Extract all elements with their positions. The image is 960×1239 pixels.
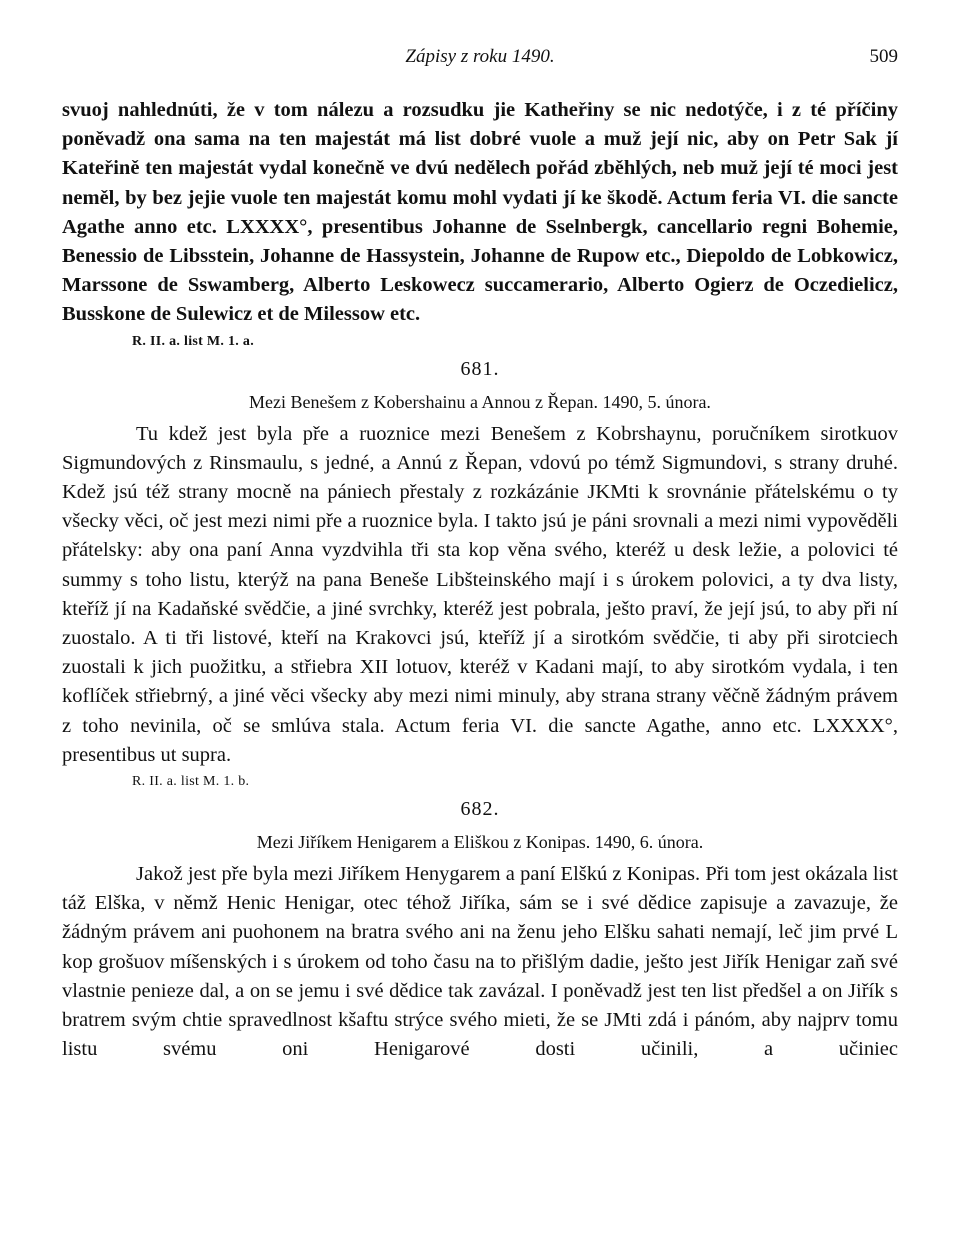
entry-text: Jakož jest pře byla mezi Jiříkem Henygarem a paní Elškú z Konipas. Při tom jest okázala list táž Elška, v němž Henic Henigar, otec téhož Jiříka, sám se i své dědice zapisuje a zavazuje, že žádným právem ani puohonem na bratra svého ani na ženu jeho Elšku sahati nemají, leč jim prvé L kop grošuov míšenských i s úrokem od toho času na to přišlým dadie, ješto jest Jiřík Henigar zaň své vlastnie penieze dal, a on se jemu i své dědice tak zavázal. I poněvadž jest ten list předšel a on Jiřík s bratrem svým chtie spravedlnost kšaftu strýce svého mieti, že se JMti zdá i pánóm, aby najprv tomu listu svému oni Henigarové dosti učinili, a učiniec [62,863,898,1061]
page-body [62,96,898,1064]
entry-source-reference: R. II. a. list M. 1. b. [132,774,250,790]
entry-681 [62,354,898,792]
intro-paragraph: svuoj nahlednúti, že v tom nálezu a rozsudku jie Katheřiny se nic nedotýče, i z té příčiny poněvadž ona sama na ten majestát má list dobré vuole a muž její nic, aby on Petr Sak jí Kateřině ten majestát vydal konečně ve dvú nedělech pořád zběhlých, neb muž její té moci jest neměl, by bez jejie vuole ten majestát komu mohl vydati jí ke škodě. Actum feria VI. die sancte Agathe anno etc. LXXXX°, presentibus Johanne de Sselnbergk, cancellario regni Bohemie, Benessio de Libsstein, Johanne de Hassystein, Johanne de Rupow etc., Diepoldo de Lobkowicz, Marssone de Sswamberg, Alberto Leskowecz succamerario, Alberto Ogierz de Oczedielicz, Busskone de Sulewicz et de Milessow etc. [62,99,898,326]
page-header [62,46,898,74]
entry-heading: Mezi Jiříkem Henigarem a Eliškou z Konipas. 1490, 6. února. [256,832,704,853]
entry-number: 681. [460,357,500,380]
entry-682 [62,794,898,1064]
entry-number: 682. [460,798,500,821]
intro-source-reference: R. II. a. list M. 1. a. [132,333,255,349]
page-number: 509 [869,46,898,67]
entry-text: Tu kdež jest byla pře a ruoznice mezi Benešem z Kobrshaynu, poručníkem sirotkuov Sigmundových z Rinsmaulu, s jedné, a Annú z Řepan, vdovú po témž Sigmundovi, s strany druhé. Kdež jsú též strany mocně na pániech přestaly z rozkázánie JKMti k srovnánie přátelskému o ty všecky věci, oč jest mezi nimi pře a ruoznice byla. I takto jsú je páni srovnali a mezi nimi vypověděli přátelsky: aby ona paní Anna vyzdvihla tři sta kop věna svého, kteréž u desk ležie, a polovici té summy s toho listu, kterýž na pana Beneše Libšteinského mají i s úrokem polovici, a ty dva listy, kteříž jí na Kadaňské svědčie, a jiné svrchky, kteréž jest pobrala, ješto praví, že její jsú, to aby při ní zuostalo. A ti tři listové, kteří na Krakovci jsú, kteříž jí a sirotkóm svědčie, ti aby při sirotciech zuostali k jich puožitku, a střiebra XII lotuov, kteréž v Kadani mají, to aby sirotkóm vydala, i ten koflíček střiebrný, a jiné věci všecky aby mezi nimi minuly, aby strana strany věčně žádným právem z toho nevinila, oč se smlúva stala. Actum feria VI. die sancte Agathe, anno etc. LXXXX°, presentibus ut supra. [62,422,898,766]
entry-heading: Mezi Benešem z Kobershainu a Annou z Řepan. 1490, 5. února. [249,391,711,412]
running-head: Zápisy z roku 1490. [405,46,555,67]
